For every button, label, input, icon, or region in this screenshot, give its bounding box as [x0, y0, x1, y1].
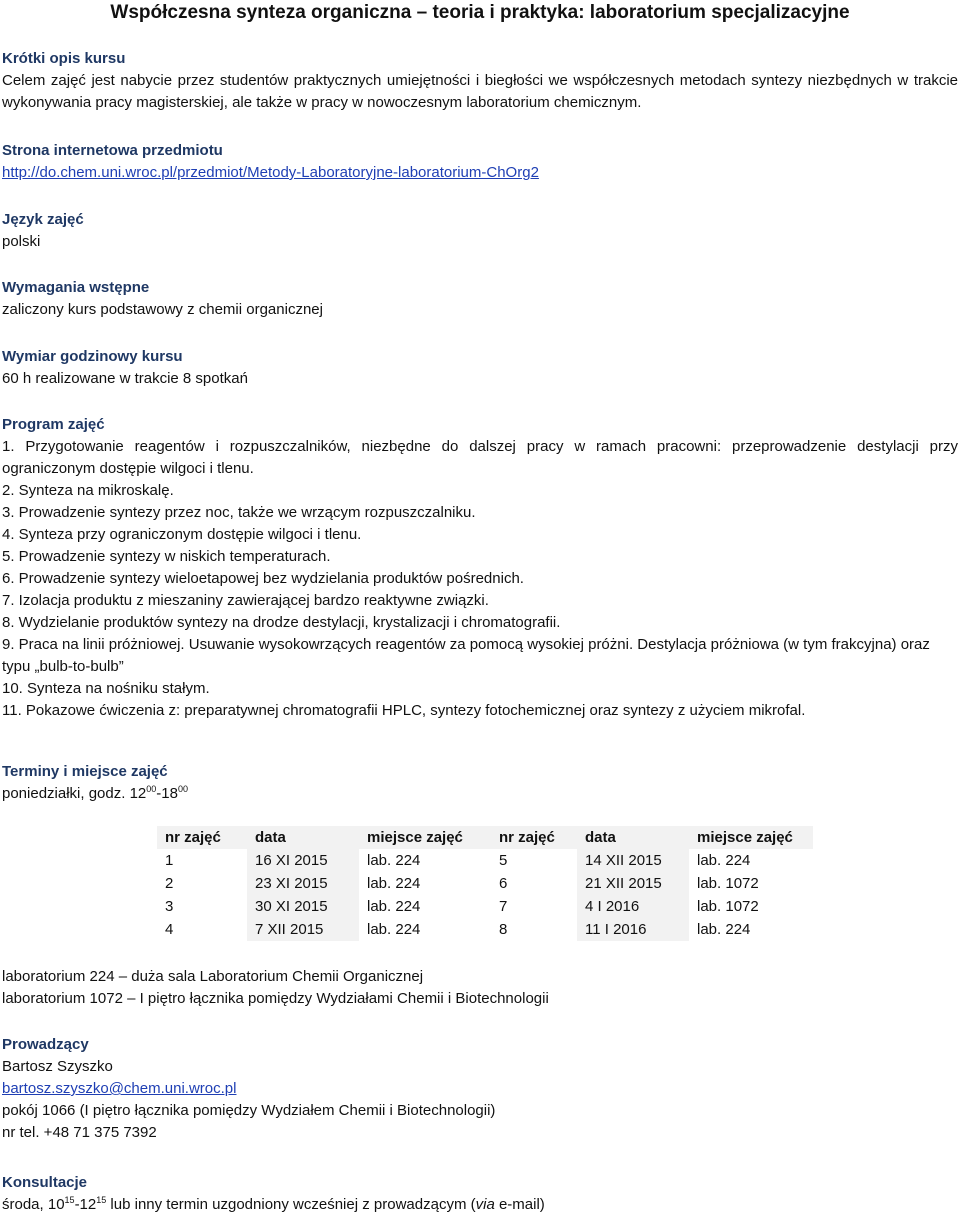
table-cell: 21 XII 2015 — [577, 872, 689, 895]
hours-section — [2, 346, 958, 390]
table-cell: 14 XII 2015 — [577, 849, 689, 872]
table-cell: 16 XI 2015 — [247, 849, 359, 872]
language-value: polski — [2, 233, 41, 250]
page-title: Współczesna synteza organiczna – teoria i praktyka: laboratorium specjalizacyjne — [110, 2, 850, 23]
instructor-name: Bartosz Szyszko — [2, 1058, 113, 1075]
column-header: data — [577, 826, 689, 849]
column-header: data — [247, 826, 359, 849]
column-header: nr zajęć — [491, 826, 577, 849]
table-row — [157, 872, 813, 895]
hours-heading: Wymiar godzinowy kursu — [2, 348, 183, 365]
program-item: 8. Wydzielanie produktów syntezy na drodze destylacji, krystalizacji i chromatografii. — [2, 614, 561, 631]
language-section — [2, 209, 958, 253]
table-row — [157, 849, 813, 872]
table-header-row — [157, 826, 813, 849]
table-cell: 7 — [499, 898, 508, 915]
table-cell: lab. 224 — [367, 898, 421, 915]
consultations-heading: Konsultacje — [2, 1174, 88, 1191]
table-cell: lab. 224 — [367, 921, 421, 938]
table-cell: lab. 1072 — [697, 898, 759, 915]
program-item: 7. Izolacja produktu z mieszaniny zawierającej bardzo reaktywne związki. — [2, 592, 489, 609]
table-cell: 4 — [165, 921, 174, 938]
schedule-section — [2, 761, 958, 805]
table-cell: lab. 224 — [367, 875, 421, 892]
schedule-heading: Terminy i miejsce zajęć — [2, 763, 168, 780]
schedule-time: poniedziałki, godz. $12^{00}-18^{00}$ — [2, 784, 188, 802]
program-item: 6. Prowadzenie syntezy wieloetapowej bez wydzielania produktów pośrednich. — [2, 570, 524, 587]
course-website-link[interactable]: http://do.chem.uni.wroc.pl/przedmiot/Metody-Laboratoryjne-laboratorium-ChOrg2 — [2, 164, 539, 181]
hours-value: 60 h realizowane w trakcie 8 spotkań — [2, 370, 248, 387]
program-section — [2, 414, 958, 722]
lab-description: laboratorium 1072 – I piętro łącznika pomiędzy Wydziałami Chemii i Biotechnologii — [2, 990, 549, 1007]
instructor-phone: nr tel. +48 71 375 7392 — [2, 1124, 157, 1141]
labs-section — [2, 966, 958, 1010]
column-header: miejsce zajęć — [689, 826, 813, 849]
column-header: miejsce zajęć — [359, 826, 491, 849]
program-item: 4. Synteza przy ograniczonym dostępie wilgoci i tlenu. — [2, 526, 362, 543]
program-item: 2. Synteza na mikroskalę. — [2, 482, 174, 499]
instructor-room: pokój 1066 (I piętro łącznika pomiędzy Wydziałem Chemii i Biotechnologii) — [2, 1102, 496, 1119]
table-cell: 3 — [165, 898, 174, 915]
program-item: 3. Prowadzenie syntezy przez noc, także we wrzącym rozpuszczalniku. — [2, 504, 476, 521]
schedule-table — [157, 826, 813, 941]
course-description-heading: Krótki opis kursu — [2, 50, 126, 67]
table-cell: 11 I 2016 — [577, 918, 689, 941]
program-item: 10. Synteza na nośniku stałym. — [2, 680, 210, 697]
consultations-time: środa, $10^{15}-12^{15}$ lub inny termin uzgodniony wcześniej z prowadzącym (via e-mail) — [2, 1195, 545, 1213]
instructor-email-link[interactable]: bartosz.szyszko@chem.uni.wroc.pl — [2, 1080, 237, 1097]
instructor-heading: Prowadzący — [2, 1036, 89, 1053]
table-cell: 1 — [165, 852, 174, 869]
table-cell: 8 — [499, 921, 508, 938]
program-item: 9. Praca na linii próżniowej. Usuwanie wysokowrzących reagentów za pomocą wysokiej próżni. Destylacja próżniowa (w tym frakcyjna) oraz typu „bulb-to-bulb” — [2, 636, 930, 675]
table-cell: 2 — [165, 875, 174, 892]
course-description-text: Celem zajęć jest nabycie przez studentów praktycznych umiejętności i biegłości we współczesnych metodach syntezy niezbędnych w trakcie wykonywania pracy magisterskiej, ale także w pracy w nowoczesnym laboratorium chemicznym. — [2, 72, 958, 111]
prerequisites-value: zaliczony kurs podstawowy z chemii organicznej — [2, 301, 323, 318]
program-item: 5. Prowadzenie syntezy w niskich temperaturach. — [2, 548, 331, 565]
program-item: 11. Pokazowe ćwiczenia z: preparatywnej chromatografii HPLC, syntezy fotochemicznej oraz syntezy z użyciem mikrofal. — [2, 702, 806, 719]
course-description-section — [2, 48, 958, 114]
language-heading: Język zajęć — [2, 211, 84, 228]
table-cell: 5 — [499, 852, 508, 869]
table-cell: 6 — [499, 875, 508, 892]
table-cell: lab. 224 — [697, 852, 751, 869]
course-website-section — [2, 140, 958, 184]
prerequisites-section — [2, 277, 958, 321]
table-row — [157, 918, 813, 941]
table-cell: lab. 224 — [367, 852, 421, 869]
table-row — [157, 895, 813, 918]
column-header: nr zajęć — [157, 826, 247, 849]
table-cell: 23 XI 2015 — [247, 872, 359, 895]
instructor-section — [2, 1034, 958, 1144]
program-heading: Program zajęć — [2, 416, 105, 433]
prerequisites-heading: Wymagania wstępne — [2, 279, 150, 296]
table-cell: 30 XI 2015 — [247, 895, 359, 918]
program-item: 1. Przygotowanie reagentów i rozpuszczalników, niezbędne do dalszej pracy w ramach pracowni: przeprowadzenie destylacji przy ograniczonym dostępie wilgoci i tlenu. — [2, 438, 958, 477]
lab-description: laboratorium 224 – duża sala Laboratorium Chemii Organicznej — [2, 968, 424, 985]
table-cell: 7 XII 2015 — [247, 918, 359, 941]
course-website-heading: Strona internetowa przedmiotu — [2, 142, 223, 159]
table-cell: 4 I 2016 — [577, 895, 689, 918]
consultations-section — [2, 1172, 958, 1216]
table-cell: lab. 224 — [697, 921, 751, 938]
table-cell: lab. 1072 — [697, 875, 759, 892]
